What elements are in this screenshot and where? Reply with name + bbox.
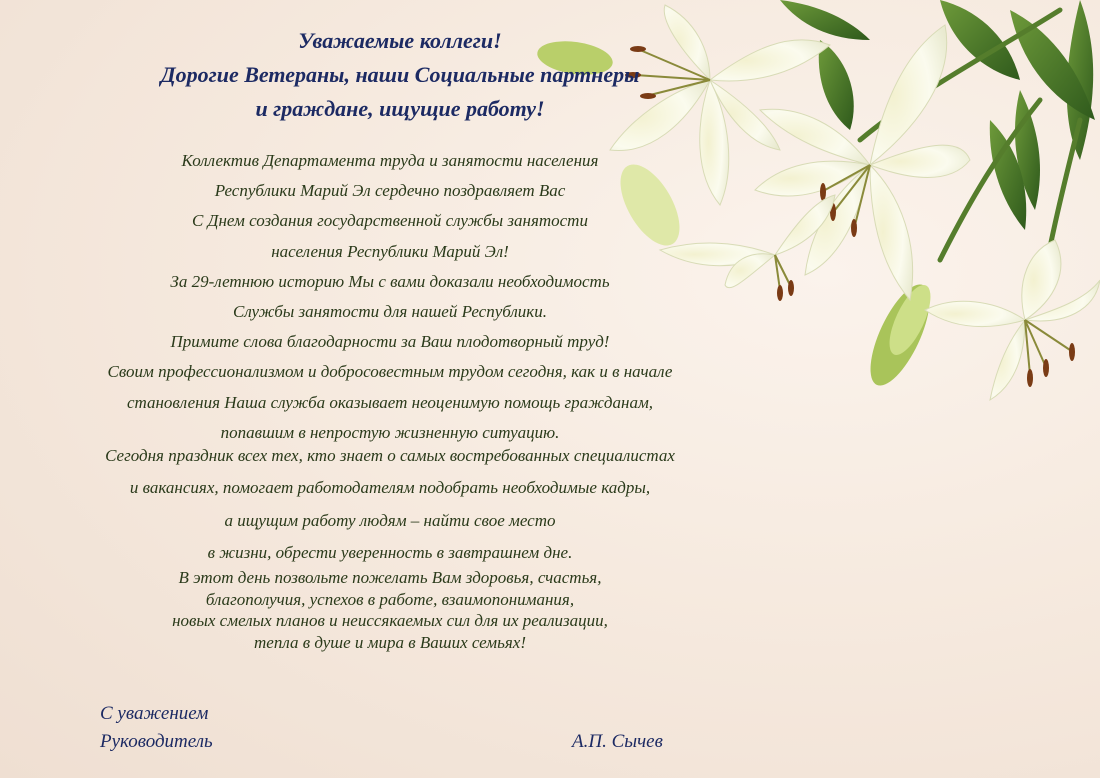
congratulation-paragraph [20, 146, 760, 448]
wishes-paragraph [20, 567, 760, 653]
greeting-heading [20, 24, 780, 126]
text-line: Службы занятости для нашей Республики. [232, 302, 548, 322]
heading-line: Дорогие Ветераны, наши Социальные партнеры [160, 62, 640, 87]
text-line: и вакансиях, помогает работодателям подобрать необходимые кадры, [129, 478, 651, 498]
text-line: населения Республики Марий Эл! [271, 241, 509, 261]
text-line: Коллектив Департамента труда и занятости населения [181, 151, 599, 170]
text-line: становления Наша служба оказывает неоценимую помощь гражданам, [126, 392, 654, 412]
signature-regards: С уважением [100, 703, 209, 724]
signature-block [100, 700, 213, 756]
text-line: Примите слова благодарности за Ваш плодотворный труд! [170, 332, 610, 352]
text-line: Своим профессионализмом и добросовестным трудом сегодня, как и в начале [107, 362, 673, 382]
text-line: новых смелых планов и неиссякаемых сил для их реализации, [172, 611, 608, 630]
text-line: Сегодня праздник всех тех, кто знает о самых востребованных специалистах [105, 446, 675, 465]
text-line: в жизни, обрести уверенность в завтрашнем дне. [207, 542, 573, 562]
text-line: благополучия, успехов в работе, взаимопонимания, [205, 589, 575, 609]
signature-position: Руководитель [100, 731, 213, 752]
holiday-paragraph [20, 440, 760, 569]
text-line: За 29-летнюю историю Мы с вами доказали необходимость [170, 271, 610, 291]
heading-line: и граждане, ищущие работу! [255, 96, 545, 121]
text-line: тепла в душе и мира в Ваших семьях! [254, 632, 526, 652]
text-line: а ищущим работу людям – найти свое место [224, 510, 556, 530]
text-line: В этот день позвольте пожелать Вам здоровья, счастья, [178, 568, 602, 587]
text-line: попавшим в непростую жизненную ситуацию. [220, 422, 560, 442]
text-line: Республики Марий Эл сердечно поздравляет Вас [214, 181, 566, 201]
heading-line: Уважаемые коллеги! [298, 28, 502, 53]
signature-name: А.П. Сычев [572, 731, 663, 752]
text-line: С Днем создания государственной службы занятости [192, 211, 588, 231]
